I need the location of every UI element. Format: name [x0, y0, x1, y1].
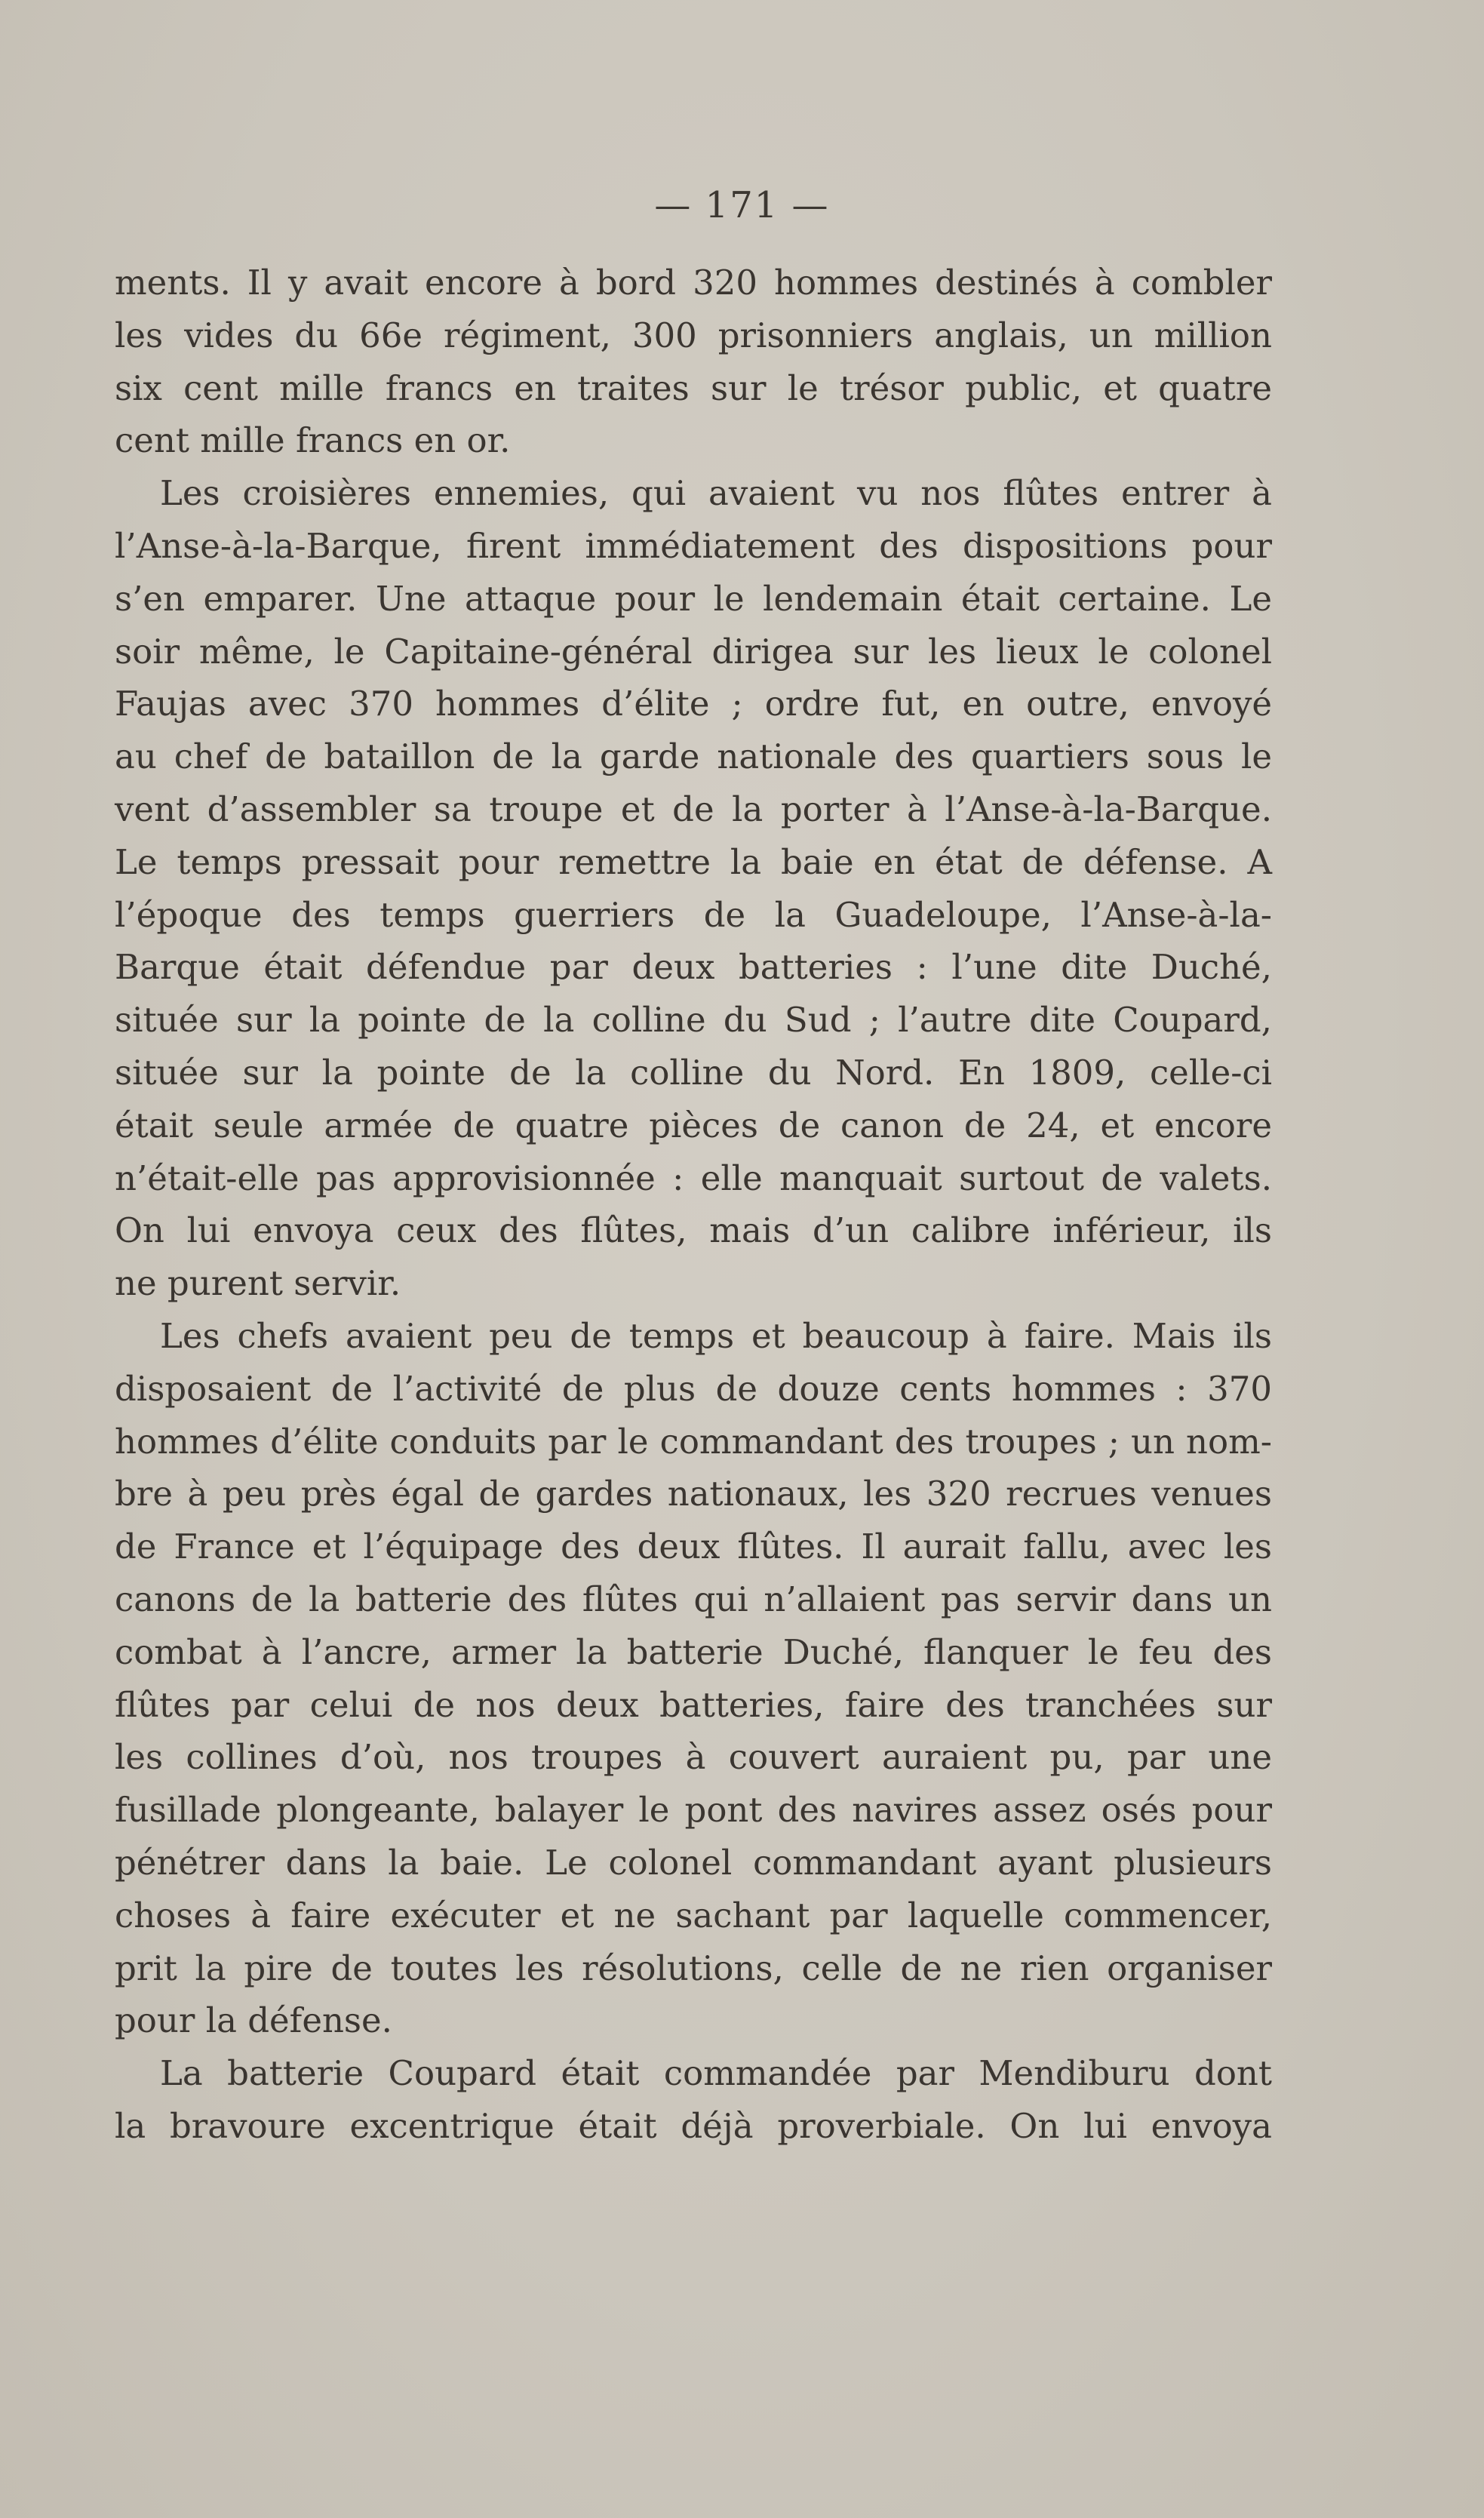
text-line: Barque était défendue par deux batteries : l’une dite Duché, — [115, 947, 1272, 988]
text-line: les vides du 66e régiment, 300 prisonniers anglais, un million — [115, 315, 1272, 355]
text-line: cent mille francs en or. — [115, 420, 511, 461]
text-line: pénétrer dans la baie. Le colonel commandant ayant plusieurs — [115, 1842, 1272, 1883]
text-line: prit la pire de toutes les résolutions, celle de ne rien organiser — [115, 1948, 1272, 1988]
text-line: située sur la pointe de la colline du Sud ; l’autre dite Coupard, — [115, 1000, 1272, 1041]
text-line: canons de la batterie des flûtes qui n’allaient pas servir dans un — [115, 1579, 1272, 1619]
text-line: Le temps pressait pour remettre la baie en état de défense. A — [115, 841, 1272, 882]
text-line: six cent mille francs en traites sur le trésor public, et quatre — [115, 367, 1272, 408]
text-line: vent d’assembler sa troupe et de la porter à l’Anse-à-la-Barque. — [115, 789, 1272, 829]
text-line: n’était-elle pas approvisionnée : elle manquait surtout de valets. — [115, 1158, 1272, 1198]
text-line: Faujas avec 370 hommes d’élite ; ordre fut, en outre, envoyé — [115, 684, 1272, 724]
text-line: hommes d’élite conduits par le commandant des troupes ; un nom- — [115, 1421, 1272, 1462]
text-line: l’Anse-à-la-Barque, firent immédiatement des dispositions pour — [115, 525, 1272, 566]
text-line: ne purent servir. — [115, 1263, 401, 1304]
text-line: flûtes par celui de nos deux batteries, faire des tranchées sur — [115, 1684, 1272, 1725]
text-line: disposaient de l’activité de plus de douze cents hommes : 370 — [115, 1368, 1272, 1409]
text-line: au chef de bataillon de la garde nationale des quartiers sous le — [115, 736, 1272, 777]
text-line: choses à faire exécuter et ne sachant par laquelle commencer, — [115, 1895, 1272, 1935]
text-line: était seule armée de quatre pièces de canon de 24, et encore — [115, 1105, 1272, 1145]
text-line: ments. Il y avait encore à bord 320 hommes destinés à combler — [115, 263, 1272, 303]
text-line: fusillade plongeante, balayer le pont des navires assez osés pour — [115, 1790, 1272, 1831]
text-line: la bravoure excentrique était déjà proverbiale. On lui envoya — [115, 2105, 1272, 2146]
text-line: s’en emparer. Une attaque pour le lendemain était certaine. Le — [115, 578, 1272, 619]
text-line: les collines d’où, nos troupes à couvert auraient pu, par une — [115, 1737, 1272, 1778]
text-line: La batterie Coupard était commandée par Mendiburu dont — [160, 2053, 1272, 2094]
text-line: soir même, le Capitaine-général dirigea sur les lieux le colonel — [115, 631, 1272, 672]
text-line: combat à l’ancre, armer la batterie Duché, flanquer le feu des — [115, 1631, 1272, 1672]
text-line: bre à peu près égal de gardes nationaux, les 320 recrues venues — [115, 1474, 1272, 1514]
text-line: l’époque des temps guerriers de la Guadeloupe, l’Anse-à-la- — [115, 894, 1272, 935]
text-line: pour la défense. — [115, 2000, 392, 2041]
body-text — [115, 257, 1272, 2153]
text-line: Les croisières ennemies, qui avaient vu nos flûtes entrer à — [160, 473, 1272, 514]
text-line: de France et l’équipage des deux flûtes. Il aurait fallu, avec les — [115, 1526, 1272, 1567]
text-line: On lui envoya ceux des flûtes, mais d’un calibre inférieur, ils — [115, 1210, 1272, 1251]
text-line: située sur la pointe de la colline du Nord. En 1809, celle-ci — [115, 1052, 1272, 1093]
text-line: Les chefs avaient peu de temps et beaucoup à faire. Mais ils — [160, 1315, 1272, 1356]
page-number: — 171 — — [654, 184, 830, 226]
